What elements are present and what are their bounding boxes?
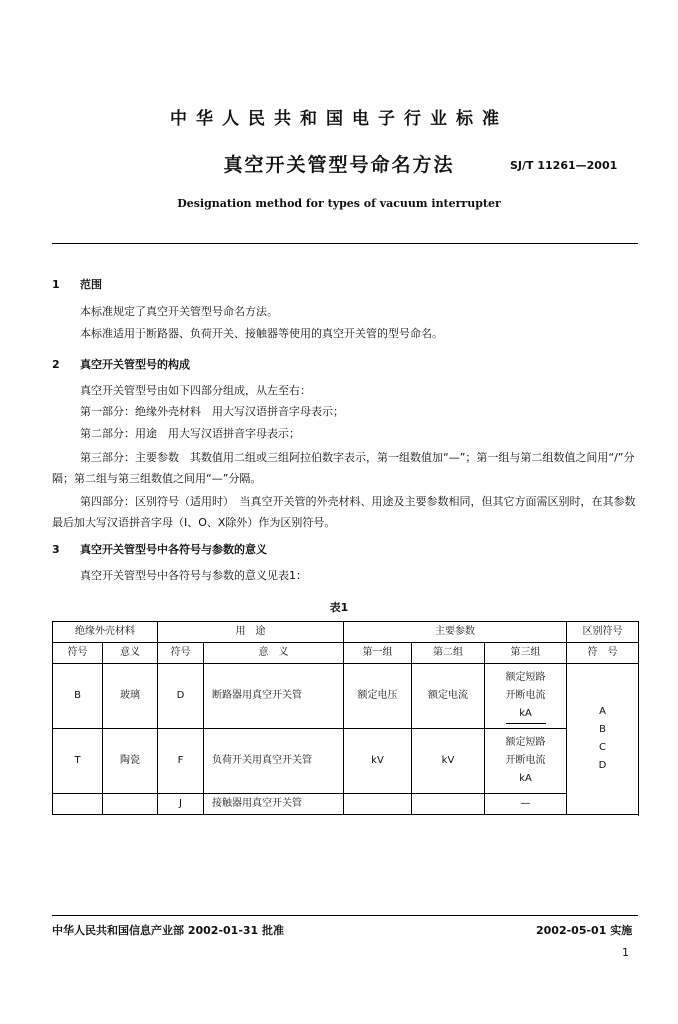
group1-unit-cell: kV	[344, 729, 412, 794]
insulation-symbol-cell: B	[53, 664, 103, 729]
distinct-code: B	[599, 724, 606, 735]
usage-meaning-cell: 断路器用真空开关管	[204, 664, 344, 729]
empty-cell	[412, 794, 485, 815]
section-2-paragraph: 第一部分：绝缘外壳材料 用大写汉语拼音字母表示；	[80, 405, 344, 418]
group1-name-cell: 额定电压	[344, 664, 412, 729]
group3-line: 开断电流	[505, 755, 546, 766]
section-1-paragraph: 本标准适用于断路器、负荷开关、接触器等使用的真空开关管的型号命名。	[80, 327, 443, 340]
section-title: 真空开关管型号中各符号与参数的意义	[80, 543, 267, 556]
group3-unit: kA	[519, 773, 532, 784]
column-header: 第二组	[412, 643, 485, 664]
usage-symbol-cell: J	[158, 794, 204, 815]
insulation-meaning-cell: 陶瓷	[103, 729, 158, 794]
page-number: 1	[622, 946, 629, 959]
column-header: 意义	[103, 643, 158, 664]
section-2-paragraph: 第三部分：主要参数 其数值用二组或三组阿拉伯数字表示，第一组数值加“—”；第一组与第二组数值之间用“/”分隔；第二组与第三组数值之间用“—”分隔。	[52, 451, 635, 485]
empty-cell	[103, 794, 158, 815]
footer-divider	[52, 915, 638, 916]
insulation-meaning-cell: 玻璃	[103, 664, 158, 729]
section-2-paragraph: 真空开关管型号由如下四部分组成，从左至右：	[80, 384, 311, 397]
usage-symbol-cell: D	[158, 664, 204, 729]
header-divider	[52, 243, 638, 244]
group2-unit-cell: kV	[412, 729, 485, 794]
section-number: 3	[52, 543, 60, 556]
document-title: 真空开关管型号命名方法	[223, 154, 455, 176]
section-1-heading	[52, 276, 102, 292]
standard-code: SJ/T 11261—2001	[510, 159, 618, 172]
approval-issuer: 中华人民共和国信息产业部 2002-01-31 批准	[52, 924, 285, 937]
effective-date: 2002-05-01 实施	[536, 924, 633, 937]
distinct-code: C	[599, 742, 607, 753]
section-number: 2	[52, 358, 60, 371]
standard-type-header: 中华人民共和国电子行业标准	[170, 109, 508, 129]
empty-cell	[53, 794, 103, 815]
group3-j-cell: —	[485, 794, 567, 815]
usage-meaning-cell: 接触器用真空开关管	[204, 794, 344, 815]
section-title: 真空开关管型号的构成	[80, 358, 190, 371]
symbol-meaning-table	[52, 621, 639, 815]
section-number: 1	[52, 278, 60, 291]
distinct-group-header: 区别符号	[567, 622, 639, 643]
column-header: 第一组	[344, 643, 412, 664]
section-2-paragraph: 第二部分：用途 用大写汉语拼音字母表示；	[80, 427, 300, 440]
distinct-codes-cell	[567, 664, 639, 815]
document-title-english: Designation method for types of vacuum interrupter	[177, 197, 501, 210]
group2-name-cell: 额定电流	[412, 664, 485, 729]
usage-symbol-cell: F	[158, 729, 204, 794]
insulation-group-header: 绝缘外壳材料	[53, 622, 158, 643]
section-3-heading	[52, 541, 267, 557]
group3-f-cell	[485, 729, 567, 794]
section-title: 范围	[80, 278, 102, 291]
column-header: 符号	[158, 643, 204, 664]
usage-group-header: 用 途	[158, 622, 344, 643]
section-2-heading	[52, 356, 190, 372]
distinct-code: D	[598, 760, 607, 771]
insulation-symbol-cell: T	[53, 729, 103, 794]
params-group-header: 主要参数	[344, 622, 567, 643]
empty-cell	[344, 794, 412, 815]
section-3-paragraph: 真空开关管型号中各符号与参数的意义见表1：	[80, 569, 307, 582]
table-caption: 表1	[329, 601, 349, 614]
section-1-paragraph: 本标准规定了真空开关管型号命名方法。	[80, 305, 278, 318]
group3-d-cell	[485, 664, 567, 729]
group3-line: 额定短路	[505, 737, 546, 748]
column-header: 符 号	[567, 643, 639, 664]
column-header: 符号	[53, 643, 103, 664]
distinct-code: A	[599, 706, 606, 717]
group3-line: 额定短路	[505, 671, 546, 683]
column-header: 意 义	[204, 643, 344, 664]
column-header: 第三组	[485, 643, 567, 664]
group3-unit: kA	[506, 705, 546, 724]
group3-line: 开断电流	[505, 689, 546, 701]
usage-meaning-cell: 负荷开关用真空开关管	[204, 729, 344, 794]
section-2-paragraph: 第四部分：区别符号（适用时） 当真空开关管的外壳材料、用途及主要参数相同，但其它方面需区别时，在其参数最后加大写汉语拼音字母（I、O、X除外）作为区别符号。	[52, 495, 636, 529]
